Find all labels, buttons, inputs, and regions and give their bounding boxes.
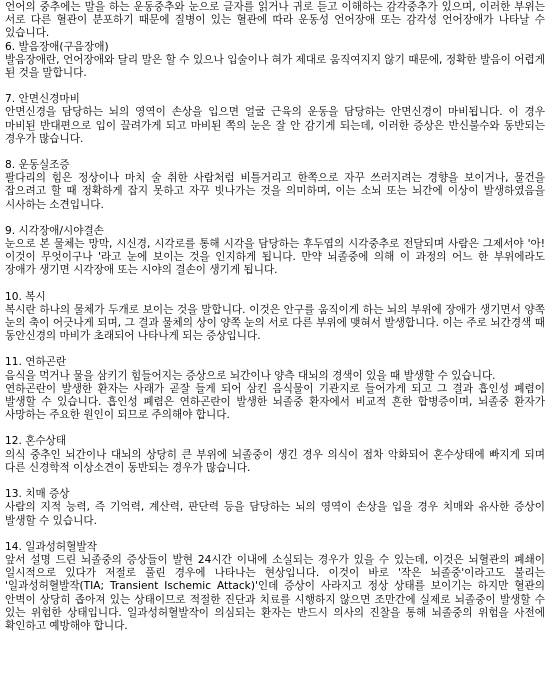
section-dysphagia <box>5 356 545 422</box>
section-body: 의식 중추인 뇌간이나 대뇌의 상당히 큰 부위에 뇌졸중이 생긴 경우 의식이 점차 악화되어 혼수상태에 빠지게 되며 다른 신경학적 이상소견이 동반되는 경우가 많습니다. <box>5 448 545 474</box>
section-ataxia <box>5 159 545 212</box>
section-title: 12. 혼수상태 <box>5 435 67 448</box>
section-coma <box>5 435 545 475</box>
section-body: 사람의 지적 능력, 즉 기억력, 계산력, 판단력 등을 담당하는 뇌의 영역이 손상을 입을 경우 치매와 유사한 증상이 발생할 수 있습니다. <box>5 501 545 527</box>
section-body: 음식을 먹거나 물을 삼키기 힘들어지는 증상으로 뇌간이나 양측 대뇌의 경색이 있을 때 발생할 수 있습니다. <box>5 369 496 382</box>
section-body: 복시란 하나의 물체가 두개로 보이는 것을 말합니다. 이것은 안구를 움직이게 하는 뇌의 부위에 장애가 생기면서 양쪽 눈의 축이 어긋나게 되며, 그 결과 물체의 상이 양쪽 눈의 서로 다른 부위에 맺혀서 발생합니다. 이는 주로 뇌간경색 때 동안신경의 마비가 초래되어 나타나게 되는 증상입니다. <box>5 303 545 343</box>
section-gap <box>5 422 545 435</box>
section-gap <box>5 343 545 356</box>
section-title: 8. 운동실조증 <box>5 159 70 172</box>
section-tia <box>5 541 545 633</box>
section-body: 눈으로 본 물체는 망막, 시신경, 시각로를 통해 시각을 담당하는 후두엽의 시각중추로 전달되며 사람은 그제서야 '아! 이것이 무엇이구나 '라고 눈에 보이는 것을 인지하게 됩니다. 만약 뇌졸중에 의해 이 과정의 어느 한 부위에라도 장애가 생기면 시각장애 또는 시야의 결손이 생기게 됩니다. <box>5 238 545 277</box>
section-title: 13. 치매 증상 <box>5 488 70 501</box>
section-body: 앞서 설명 드린 뇌졸중의 증상들이 발현 24시간 이내에 소실되는 경우가 있을 수 있는데, 이것은 뇌혈관의 폐쇄이 일시적으로 있다가 저절로 풀린 경우에 나타나는 현상입니다. 이것이 바로 '작은 뇌졸중'이라고도 불리는 '일과성허혈발작(TIA; Transient Ischemic Attack)'인데 증상이 사라지고 정상 상태를 보이기는 하지만 혈관의 안벽이 상당히 좁아져 있는 상태이므로 적절한 진단과 치료를 시행하지 않으면 조만간에 실제로 뇌졸중이 발생할 수 있는 위험한 상태입니다. 일과성허혈발작이 의심되는 환자는 반드시 의사의 진찰을 통해 뇌졸중의 위험을 사전에 확인하고 예방해야 합니다. <box>5 553 545 632</box>
section-title: 11. 연하곤란 <box>5 356 67 369</box>
section-dementia <box>5 488 545 528</box>
section-title: 6. 발음장애(구음장애) <box>5 40 109 53</box>
section-title: 14. 일과성허혈발작 <box>5 540 97 553</box>
section-body: 발음장애란, 언어장애와 달리 말은 할 수 있으나 입술이나 혀가 제대로 움직여지지 않기 때문에, 정확한 발음이 어렵게 된 것을 말합니다. <box>5 53 545 80</box>
section-diplopia <box>5 291 545 344</box>
section-gap <box>5 528 545 541</box>
section-title: 7. 안면신경마비 <box>5 93 80 106</box>
section-title: 9. 시각장애/시야결손 <box>5 224 104 237</box>
section-gap <box>5 80 545 93</box>
section-title: 10. 복시 <box>5 290 46 303</box>
section-gap <box>5 475 545 488</box>
intro-paragraph: 언어의 중추에는 말을 하는 운동중추와 눈으로 글자를 읽거나 귀로 듣고 이해하는 감각중추가 있으며, 이러한 부위는 서로 다른 혈관이 분포하기 때문에 질병이 있는 혈관에 따라 운동성 언어장애 또는 감각성 언어장애가 나타날 수 있습니다. <box>5 1 545 40</box>
section-gap <box>5 146 545 159</box>
section-facial-palsy <box>5 93 545 146</box>
section-gap <box>5 212 545 225</box>
section-articulation-disorder <box>5 41 545 81</box>
section-gap <box>5 278 545 291</box>
section-visual-impairment <box>5 225 545 278</box>
section-body: 안면신경을 담당하는 뇌의 영역이 손상을 입으면 얼굴 근육의 운동을 담당하는 안면신경이 마비됩니다. 이 경우 마비된 반대편으로 입이 끌려가게 되고 마비된 쪽의 눈은 잘 안 감기게 되는데, 이러한 증상은 반신불수와 동반되는 경우가 많습니다. <box>5 106 545 145</box>
section-body: 팔다리의 힘은 정상이나 마치 술 취한 사람처럼 비틀거리고 한쪽으로 자꾸 쓰러지려는 경향을 보이거나, 물건을 잡으려고 할 때 정확하게 잡지 못하고 자꾸 빗나가는 것을 의미하며, 이는 소뇌 또는 뇌간에 이상이 발생하였음을 시사하는 소견입니다. <box>5 172 545 211</box>
section-body-continued: 연하곤란이 발생한 환자는 사래가 곧잘 들게 되어 삼킨 음식물이 기관지로 들어가게 되고 그 결과 흡인성 폐렴이 발생할 수 있습니다. 흡인성 폐렴은 연하곤란이 발생한 뇌졸중 환자에서 비교적 흔한 합병증이며, 뇌졸중 환자가 사망하는 주요한 원인이 되므로 주의해야 합니다. <box>5 382 545 422</box>
